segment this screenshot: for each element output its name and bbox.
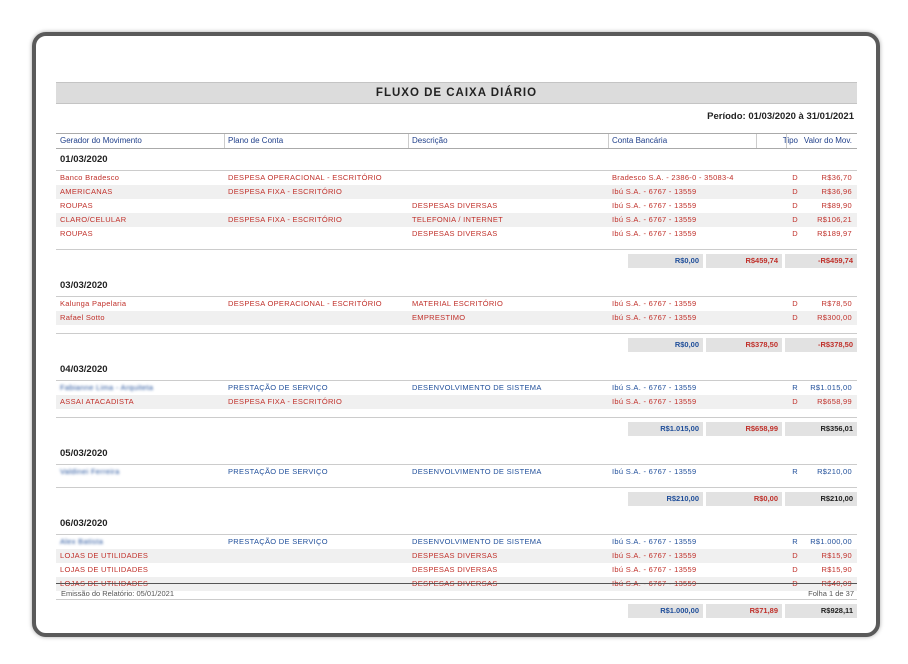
cell-valor: R$89,90 (821, 201, 852, 210)
total-saldo: -R$378,50 (785, 338, 857, 352)
header-divider (408, 134, 409, 148)
header-descricao: Descrição (412, 136, 448, 145)
cell-descricao: DESPESAS DIVERSAS (412, 229, 498, 238)
total-despesas: R$658,99 (706, 422, 782, 436)
table-row (56, 171, 857, 185)
table-row (56, 549, 857, 563)
cell-conta: Ibú S.A. - 6767 - 13559 (612, 537, 697, 546)
group-totals (56, 338, 857, 352)
cell-conta: Ibú S.A. - 6767 - 13559 (612, 229, 697, 238)
cell-gerador: LOJAS DE UTILIDADES (60, 579, 149, 588)
header-gerador: Gerador do Movimento (60, 136, 142, 145)
group-totals (56, 604, 857, 618)
cell-conta: Ibú S.A. - 6767 - 13559 (612, 313, 697, 322)
cell-valor: R$36,70 (821, 173, 852, 182)
cell-plano: DESPESA FIXA - ESCRITÓRIO (228, 397, 343, 406)
group-totals (56, 254, 857, 268)
cell-tipo: D (792, 299, 798, 308)
table-row (56, 297, 857, 311)
total-receitas: R$1.000,00 (628, 604, 703, 618)
cell-descricao: DESPESAS DIVERSAS (412, 579, 498, 588)
cell-tipo: R (792, 383, 798, 392)
cell-valor: R$658,99 (817, 397, 852, 406)
group-separator (56, 241, 857, 250)
total-despesas: R$378,50 (706, 338, 782, 352)
cell-tipo: R (792, 467, 798, 476)
cell-gerador: ASSAI ATACADISTA (60, 397, 134, 406)
cell-gerador: Fabianne Lima - Arquiteta (60, 383, 154, 392)
cell-descricao: DESPESAS DIVERSAS (412, 551, 498, 560)
total-receitas: R$0,00 (628, 254, 703, 268)
group-date: 01/03/2020 (56, 150, 857, 171)
header-conta: Conta Bancária (612, 136, 668, 145)
table-row (56, 227, 857, 241)
cell-descricao: DESENVOLVIMENTO DE SISTEMA (412, 537, 542, 546)
cell-valor: R$300,00 (817, 313, 852, 322)
table-row (56, 563, 857, 577)
table-row (56, 535, 857, 549)
total-despesas: R$71,89 (706, 604, 782, 618)
table-row (56, 213, 857, 227)
cell-tipo: D (792, 229, 798, 238)
table-row (56, 395, 857, 409)
cell-valor: R$106,21 (817, 215, 852, 224)
cell-conta: Ibú S.A. - 6767 - 13559 (612, 467, 697, 476)
cell-plano: DESPESA OPERACIONAL - ESCRITÓRIO (228, 173, 382, 182)
cell-valor: R$1.015,00 (810, 383, 852, 392)
cell-conta: Ibú S.A. - 6767 - 13559 (612, 383, 697, 392)
cell-gerador: LOJAS DE UTILIDADES (60, 565, 149, 574)
cell-plano: PRESTAÇÃO DE SERVIÇO (228, 467, 328, 476)
total-saldo: R$928,11 (785, 604, 857, 618)
cell-tipo: D (792, 397, 798, 406)
page-number: Folha 1 de 37 (808, 589, 854, 598)
cell-conta: Bradesco S.A. - 2386-0 - 35083-4 (612, 173, 734, 182)
header-tipo: Tipo (782, 136, 798, 145)
cell-tipo: D (792, 313, 798, 322)
group-separator (56, 479, 857, 488)
cell-descricao: DESENVOLVIMENTO DE SISTEMA (412, 383, 542, 392)
cell-gerador: AMERICANAS (60, 187, 113, 196)
cell-valor: R$78,50 (821, 299, 852, 308)
total-saldo: R$356,01 (785, 422, 857, 436)
total-receitas: R$0,00 (628, 338, 703, 352)
total-receitas: R$210,00 (628, 492, 703, 506)
cell-plano: PRESTAÇÃO DE SERVIÇO (228, 537, 328, 546)
cell-conta: Ibú S.A. - 6767 - 13559 (612, 299, 697, 308)
report-body (56, 150, 857, 626)
cell-conta: Ibú S.A. - 6767 - 13559 (612, 579, 697, 588)
cell-conta: Ibú S.A. - 6767 - 13559 (612, 215, 697, 224)
header-divider (224, 134, 225, 148)
cell-gerador: LOJAS DE UTILIDADES (60, 551, 149, 560)
cell-gerador: Rafael Sotto (60, 313, 105, 322)
cell-tipo: D (792, 579, 798, 588)
cell-valor: R$15,90 (821, 551, 852, 560)
cell-gerador: Alex Batista (60, 537, 104, 546)
cell-tipo: D (792, 201, 798, 210)
cell-plano: PRESTAÇÃO DE SERVIÇO (228, 383, 328, 392)
table-row (56, 199, 857, 213)
cell-conta: Ibú S.A. - 6767 - 13559 (612, 565, 697, 574)
total-saldo: -R$459,74 (785, 254, 857, 268)
report-title: FLUXO DE CAIXA DIÁRIO (56, 82, 857, 104)
group-date: 06/03/2020 (56, 514, 857, 535)
total-despesas: R$459,74 (706, 254, 782, 268)
cell-conta: Ibú S.A. - 6767 - 13559 (612, 397, 697, 406)
cell-gerador: Valdinei Ferreira (60, 467, 120, 476)
cell-gerador: Kalunga Papelaria (60, 299, 127, 308)
cell-descricao: DESPESAS DIVERSAS (412, 565, 498, 574)
cell-tipo: R (792, 537, 798, 546)
group-totals (56, 492, 857, 506)
group-date: 04/03/2020 (56, 360, 857, 381)
cell-valor: R$40,09 (821, 579, 852, 588)
cell-valor: R$15,90 (821, 565, 852, 574)
cell-tipo: D (792, 173, 798, 182)
total-saldo: R$210,00 (785, 492, 857, 506)
cell-descricao: MATERIAL ESCRITÓRIO (412, 299, 504, 308)
cell-valor: R$189,97 (817, 229, 852, 238)
group-separator (56, 409, 857, 418)
cell-gerador: ROUPAS (60, 201, 93, 210)
cell-conta: Ibú S.A. - 6767 - 13559 (612, 187, 697, 196)
report-period: Período: 01/03/2020 à 31/01/2021 (707, 111, 854, 122)
total-receitas: R$1.015,00 (628, 422, 703, 436)
cell-conta: Ibú S.A. - 6767 - 13559 (612, 551, 697, 560)
group-separator (56, 591, 857, 600)
cell-descricao: DESENVOLVIMENTO DE SISTEMA (412, 467, 542, 476)
emission-date: Emissão do Relatório: 05/01/2021 (61, 589, 174, 598)
table-row (56, 577, 857, 591)
cell-tipo: D (792, 565, 798, 574)
group-date: 05/03/2020 (56, 444, 857, 465)
table-header (56, 133, 857, 149)
table-row (56, 381, 857, 395)
table-row (56, 465, 857, 479)
header-plano: Plano de Conta (228, 136, 284, 145)
cell-plano: DESPESA OPERACIONAL - ESCRITÓRIO (228, 299, 382, 308)
cell-plano: DESPESA FIXA - ESCRITÓRIO (228, 215, 343, 224)
cell-descricao: EMPRESTIMO (412, 313, 466, 322)
cell-gerador: CLARO/CELULAR (60, 215, 127, 224)
table-row (56, 185, 857, 199)
cell-tipo: D (792, 551, 798, 560)
cell-gerador: Banco Bradesco (60, 173, 120, 182)
total-despesas: R$0,00 (706, 492, 782, 506)
cell-plano: DESPESA FIXA - ESCRITÓRIO (228, 187, 343, 196)
cell-valor: R$1.000,00 (810, 537, 852, 546)
footer-divider (56, 583, 857, 584)
header-valor: Valor do Mov. (803, 136, 852, 145)
group-totals (56, 422, 857, 436)
cell-valor: R$210,00 (817, 467, 852, 476)
cell-conta: Ibú S.A. - 6767 - 13559 (612, 201, 697, 210)
header-divider (786, 134, 787, 148)
cell-tipo: D (792, 215, 798, 224)
cell-gerador: ROUPAS (60, 229, 93, 238)
cell-descricao: DESPESAS DIVERSAS (412, 201, 498, 210)
table-row (56, 311, 857, 325)
group-separator (56, 325, 857, 334)
cell-tipo: D (792, 187, 798, 196)
cell-valor: R$36,96 (821, 187, 852, 196)
cell-descricao: TELEFONIA / INTERNET (412, 215, 504, 224)
group-date: 03/03/2020 (56, 276, 857, 297)
header-divider (608, 134, 609, 148)
